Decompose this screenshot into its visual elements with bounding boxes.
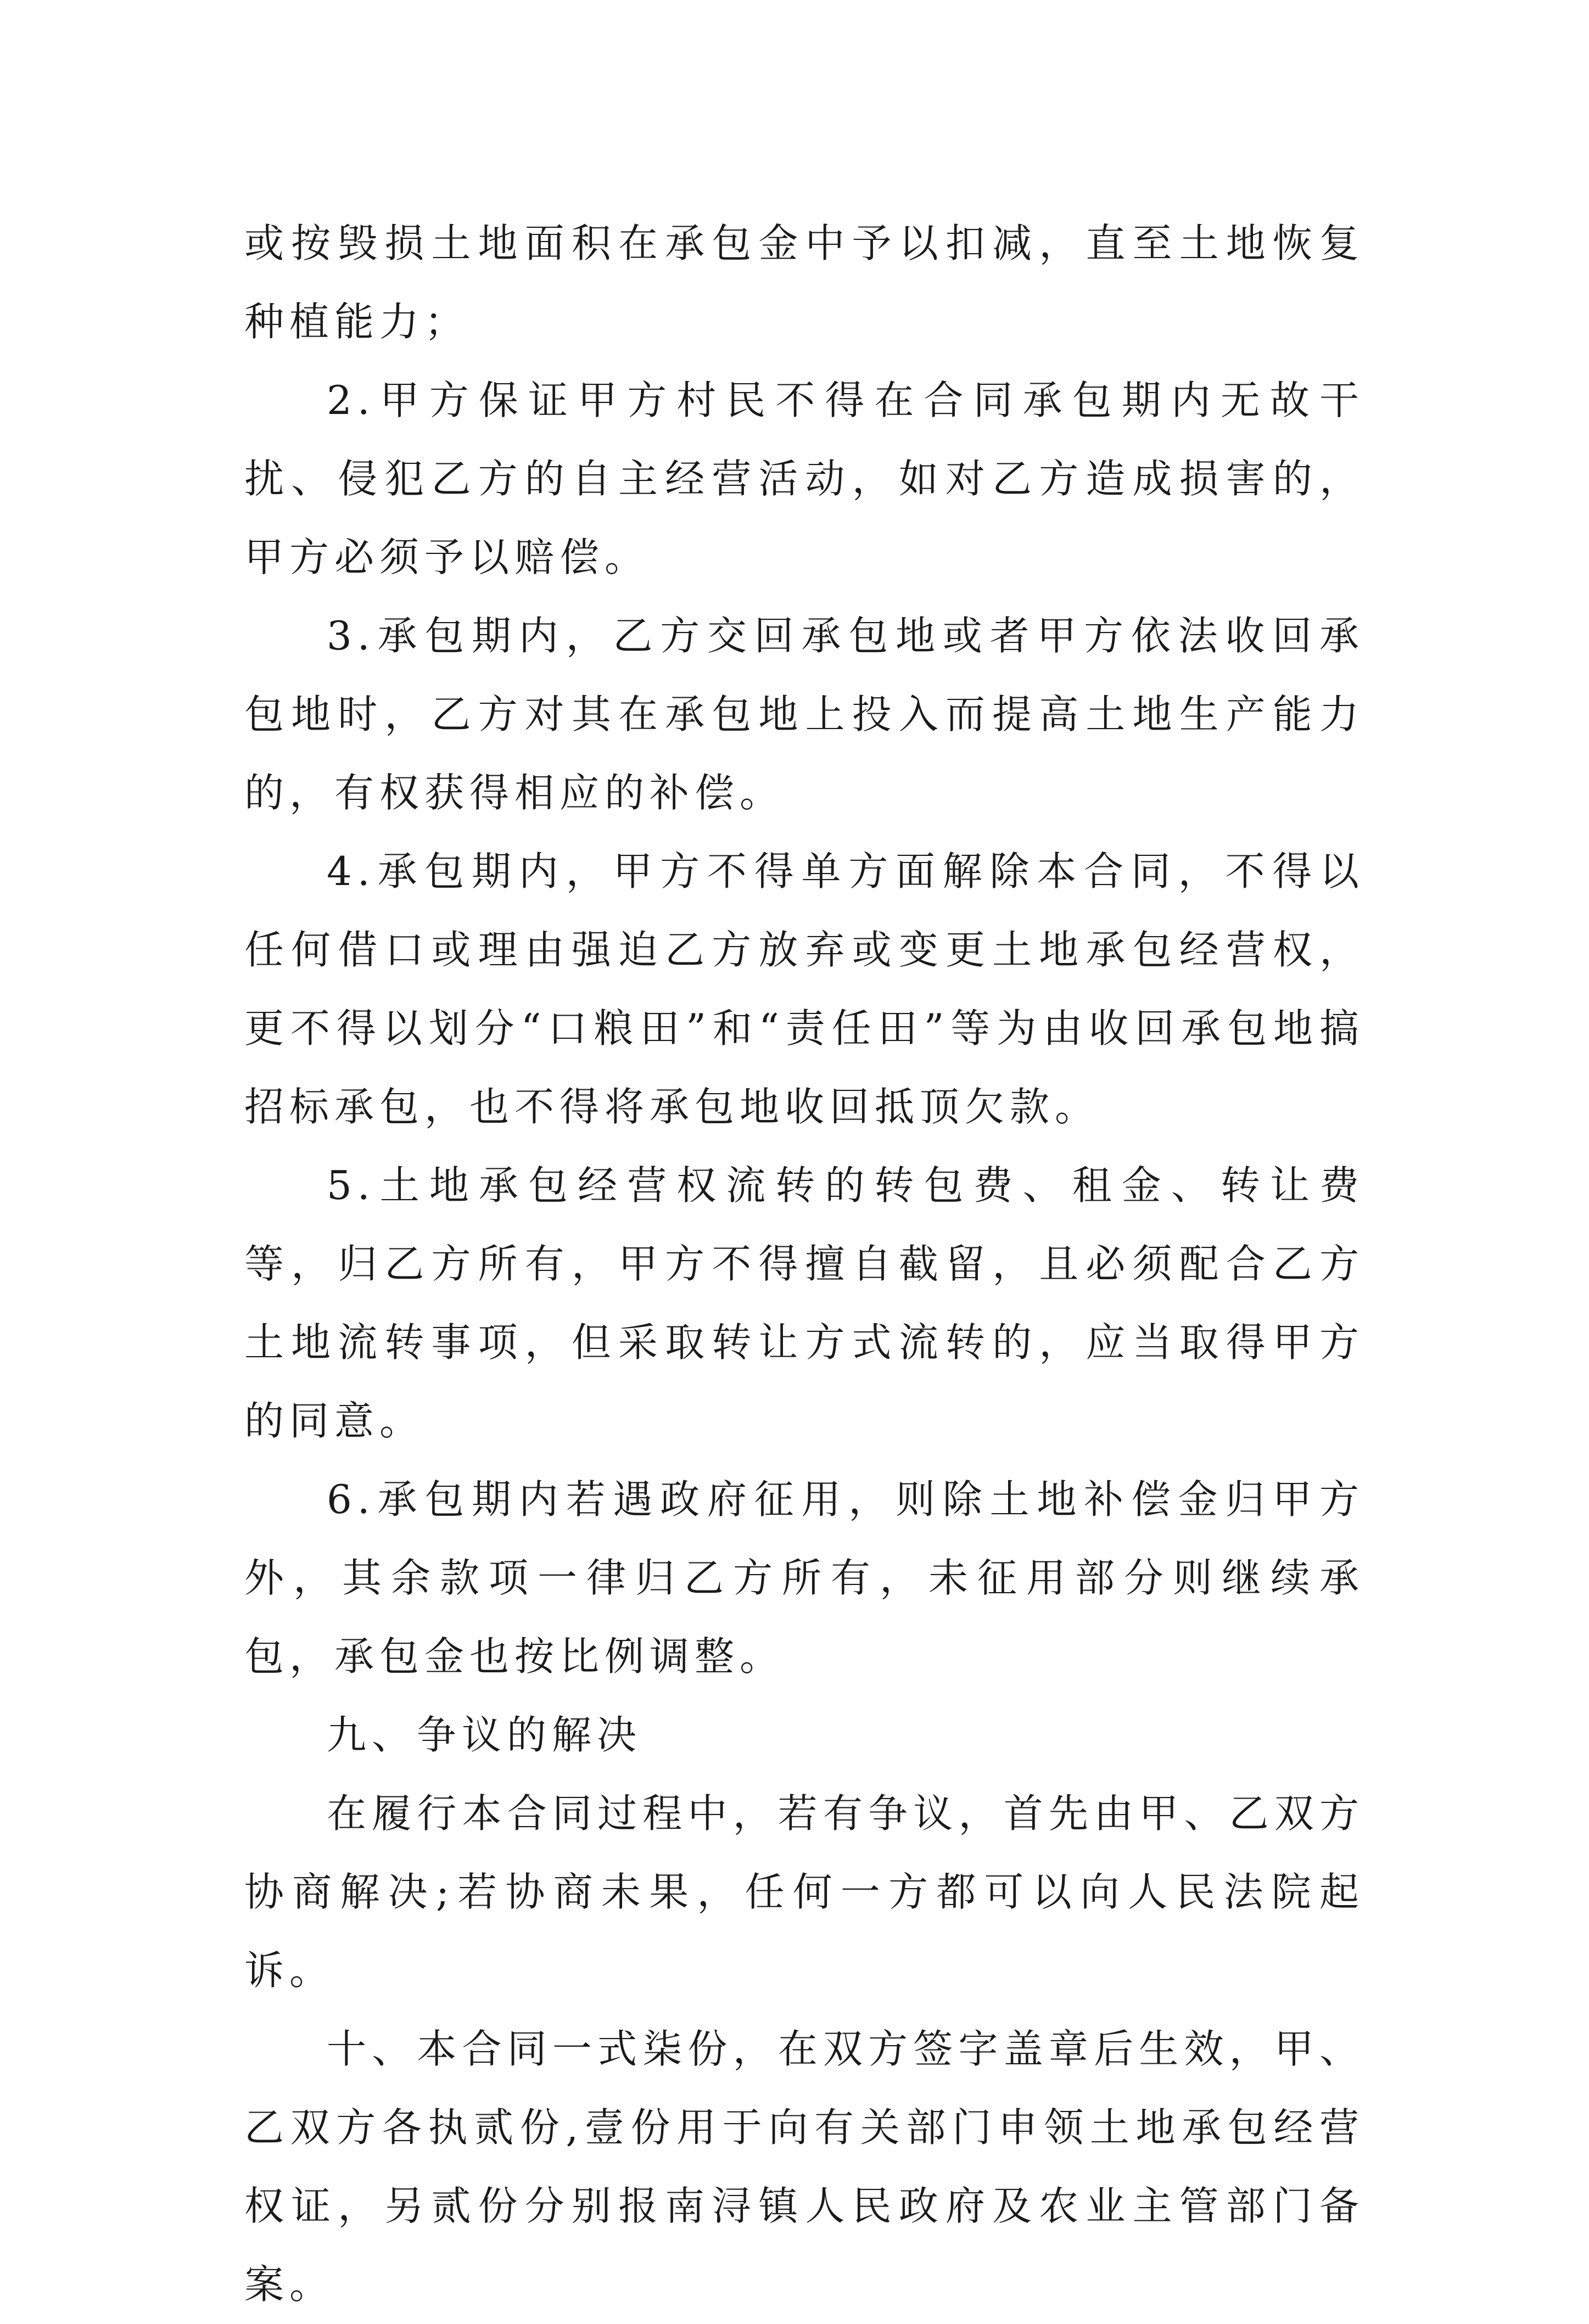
section-10-paragraph: 十、本合同一式柒份，在双方签字盖章后生效，甲、乙双方各执贰份,壹份用于向有关部门申领土地承包经营权证，另贰份分别报南浔镇人民政府及农业主管部门备案。 — [244, 2026, 1364, 2308]
clause-2-paragraph: 2.甲方保证甲方村民不得在合同承包期内无故干扰、侵犯乙方的自主经营活动，如对乙方造成损害的，甲方必须予以赔偿。 — [244, 377, 1364, 580]
dispute-resolution-paragraph: 在履行本合同过程中，若有争议，首先由甲、乙双方协商解决;若协商未果，任何一方都可以向人民法院起诉。 — [244, 1790, 1364, 1993]
section-9-heading: 九、争议的解决 — [327, 1712, 642, 1758]
contract-body — [244, 204, 1364, 2324]
paragraph-continuation: 或按毁损土地面积在承包金中予以扣减，直至土地恢复种植能力； — [244, 220, 1364, 345]
clause-6-paragraph: 6.承包期内若遇政府征用，则除土地补偿金归甲方外，其余款项一律归乙方所有，未征用部分则继续承包，承包金也按比例调整。 — [244, 1476, 1364, 1679]
clause-5-paragraph: 5.土地承包经营权流转的转包费、租金、转让费等，归乙方所有，甲方不得擅自截留，且必须配合乙方土地流转事项，但采取转让方式流转的，应当取得甲方的同意。 — [244, 1162, 1364, 1444]
clause-4-paragraph: 4.承包期内，甲方不得单方面解除本合同，不得以任何借口或理由强迫乙方放弃或变更土地承包经营权，更不得以划分“口粮田”和“责任田”等为由收回承包地搞招标承包，也不得将承包地收回抵顶欠款。 — [244, 848, 1364, 1130]
clause-3-paragraph: 3.承包期内，乙方交回承包地或者甲方依法收回承包地时，乙方对其在承包地上投入而提高土地生产能力的，有权获得相应的补偿。 — [244, 613, 1364, 816]
